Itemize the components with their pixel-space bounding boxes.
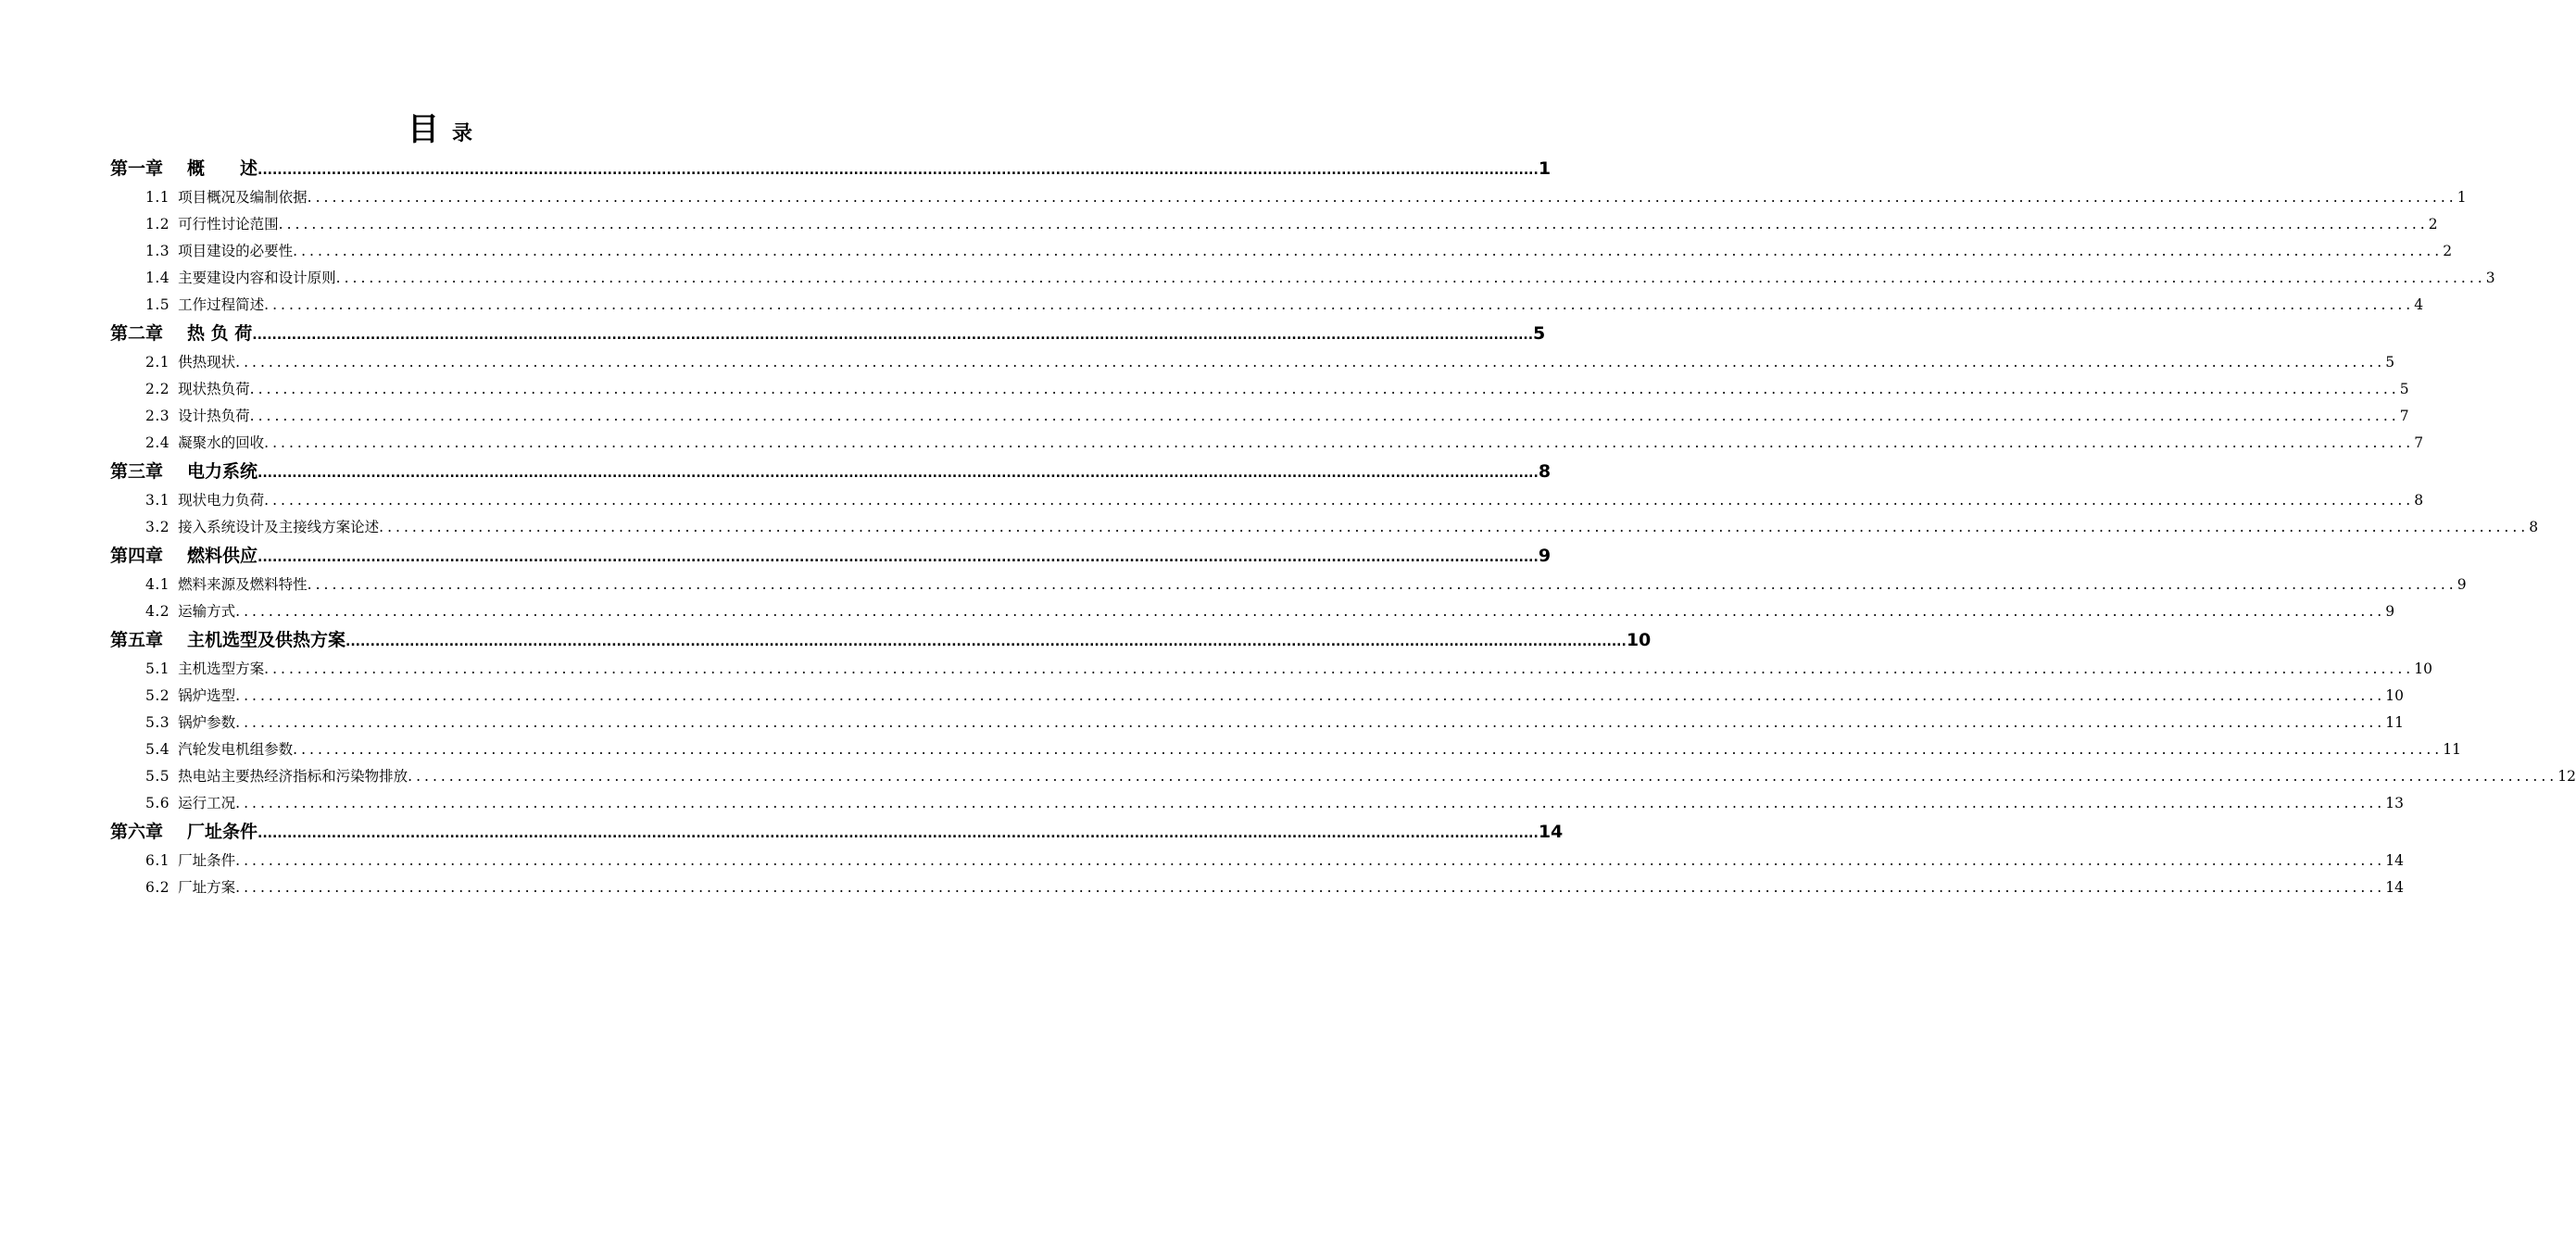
page-number: 9 (2457, 576, 2467, 593)
section-title: 锅炉选型 (178, 687, 236, 704)
page-number: 14 (1538, 822, 1564, 842)
page-number: 13 (2385, 795, 2404, 811)
toc-section-entry[interactable] (110, 487, 2424, 514)
chapter-title: 概 述 (187, 158, 258, 179)
section-number: 6.2 (145, 879, 170, 896)
toc-section-entry[interactable] (110, 656, 2432, 683)
section-number: 5.3 (145, 714, 170, 731)
dot-leader: .................................................................................................................................................................................................................................................................... (249, 408, 2400, 424)
section-title: 运行工况 (178, 795, 236, 811)
page-number: 7 (2399, 408, 2409, 424)
chapter-number: 第二章 (110, 323, 164, 344)
section-title: 项目建设的必要性 (178, 243, 294, 259)
table-of-contents (110, 154, 2576, 901)
chapter-number: 第四章 (110, 546, 164, 566)
toc-chapter-entry[interactable] (110, 154, 1552, 184)
dot-leader: .................................................................................................................................................................................................................................................................... (307, 576, 2457, 593)
toc-title-sub: 录 (451, 121, 472, 145)
dot-leader: .................................................................................................................................................................................................................................................................... (235, 795, 2386, 811)
section-title: 现状电力负荷 (178, 492, 265, 509)
page-number: 4 (2414, 296, 2424, 313)
section-title: 现状热负荷 (178, 381, 250, 397)
toc-title (0, 104, 880, 149)
section-number: 2.3 (145, 408, 170, 424)
section-number: 6.1 (145, 852, 170, 869)
toc-section-entry[interactable] (110, 238, 2453, 265)
page-number: 5 (2399, 381, 2409, 397)
section-number: 2.4 (145, 434, 170, 451)
page-number: 2 (2443, 243, 2453, 259)
page-number: 1 (2457, 189, 2467, 206)
dot-leader: .................................................................................................................................................................................................................................................................... (264, 492, 2415, 509)
dot-leader: .................................................................................................................................................................................................................................................................... (258, 466, 1539, 481)
toc-section-entry[interactable] (110, 265, 2495, 292)
toc-section-entry[interactable] (110, 763, 2576, 790)
section-number: 5.2 (145, 687, 170, 704)
page-number: 9 (2385, 603, 2395, 620)
section-title: 可行性讨论范围 (178, 216, 279, 233)
dot-leader: .................................................................................................................................................................................................................................................................... (335, 270, 2486, 286)
section-title: 设计热负荷 (178, 408, 250, 424)
toc-section-entry[interactable] (110, 710, 2404, 736)
chapter-title: 热 负 荷 (187, 323, 253, 344)
section-number: 5.6 (145, 795, 170, 811)
section-title: 主要建设内容和设计原则 (178, 270, 336, 286)
section-title: 锅炉参数 (178, 714, 236, 731)
dot-leader: .................................................................................................................................................................................................................................................................... (235, 687, 2386, 704)
section-number: 2.2 (145, 381, 170, 397)
dot-leader: .................................................................................................................................................................................................................................................................... (235, 354, 2386, 371)
page-number: 2 (2428, 216, 2438, 233)
section-title: 主机选型方案 (178, 660, 265, 677)
page-number: 5 (1533, 323, 1546, 344)
section-number: 2.1 (145, 354, 170, 371)
section-title: 接入系统设计及主接线方案论述 (178, 519, 380, 535)
chapter-title: 燃料供应 (187, 546, 258, 566)
page-number: 8 (2414, 492, 2424, 509)
dot-leader: .................................................................................................................................................................................................................................................................... (258, 550, 1539, 565)
page-number: 3 (2485, 270, 2495, 286)
toc-section-entry[interactable] (110, 514, 2539, 541)
page-number: 14 (2385, 879, 2404, 896)
dot-leader: .................................................................................................................................................................................................................................................................... (307, 189, 2457, 206)
page-number: 5 (2385, 354, 2395, 371)
toc-title-main: 目 (407, 111, 439, 148)
section-title: 厂址条件 (178, 852, 236, 869)
section-number: 4.1 (145, 576, 170, 593)
toc-section-entry[interactable] (110, 683, 2404, 710)
toc-section-entry[interactable] (110, 349, 2395, 376)
toc-section-entry[interactable] (110, 292, 2424, 319)
toc-section-entry[interactable] (110, 598, 2395, 625)
dot-leader: .................................................................................................................................................................................................................................................................... (264, 660, 2415, 677)
page-number: 14 (2385, 852, 2404, 869)
dot-leader: .................................................................................................................................................................................................................................................................... (346, 635, 1627, 649)
dot-leader: .................................................................................................................................................................................................................................................................... (278, 216, 2429, 233)
page-number: 9 (1538, 546, 1552, 566)
toc-section-entry[interactable] (110, 874, 2404, 901)
section-number: 5.5 (145, 768, 170, 785)
section-number: 1.1 (145, 189, 170, 206)
section-number: 1.4 (145, 270, 170, 286)
section-title: 汽轮发电机组参数 (178, 741, 294, 758)
dot-leader: .................................................................................................................................................................................................................................................................... (264, 434, 2415, 451)
section-number: 5.4 (145, 741, 170, 758)
toc-chapter-entry[interactable] (110, 319, 1546, 349)
page-number: 10 (2414, 660, 2432, 677)
section-number: 3.1 (145, 492, 170, 509)
dot-leader: .................................................................................................................................................................................................................................................................... (258, 826, 1539, 841)
dot-leader: .................................................................................................................................................................................................................................................................... (235, 852, 2386, 869)
dot-leader: .................................................................................................................................................................................................................................................................... (235, 603, 2386, 620)
page-number: 11 (2385, 714, 2404, 731)
section-title: 厂址方案 (178, 879, 236, 896)
section-number: 1.2 (145, 216, 170, 233)
toc-section-entry[interactable] (110, 790, 2404, 817)
section-number: 3.2 (145, 519, 170, 535)
toc-section-entry[interactable] (110, 572, 2467, 598)
section-number: 5.1 (145, 660, 170, 677)
chapter-number: 第三章 (110, 461, 164, 482)
section-title: 凝聚水的回收 (178, 434, 265, 451)
toc-section-entry[interactable] (110, 184, 2467, 211)
chapter-number: 第一章 (110, 158, 164, 179)
page-number: 1 (1538, 158, 1552, 179)
toc-chapter-entry[interactable] (110, 457, 1552, 487)
toc-chapter-entry[interactable] (110, 541, 1552, 572)
page-number: 10 (2385, 687, 2404, 704)
page-number: 10 (1626, 630, 1652, 650)
section-title: 燃料来源及燃料特性 (178, 576, 308, 593)
section-title: 热电站主要热经济指标和污染物排放 (178, 768, 408, 785)
dot-leader: .................................................................................................................................................................................................................................................................... (252, 328, 1534, 343)
toc-section-entry[interactable] (110, 430, 2424, 457)
toc-section-entry[interactable] (110, 403, 2409, 430)
toc-chapter-entry[interactable] (110, 625, 1652, 656)
toc-section-entry[interactable] (110, 211, 2438, 238)
dot-leader: .................................................................................................................................................................................................................................................................... (264, 296, 2415, 313)
dot-leader: .................................................................................................................................................................................................................................................................... (379, 519, 2530, 535)
dot-leader: .................................................................................................................................................................................................................................................................... (258, 163, 1539, 178)
section-number: 4.2 (145, 603, 170, 620)
section-number: 1.5 (145, 296, 170, 313)
page-number: 11 (2443, 741, 2461, 758)
chapter-title: 主机选型及供热方案 (187, 630, 346, 650)
chapter-number: 第六章 (110, 822, 164, 842)
dot-leader: .................................................................................................................................................................................................................................................................... (293, 741, 2444, 758)
toc-section-entry[interactable] (110, 848, 2404, 874)
dot-leader: .................................................................................................................................................................................................................................................................... (293, 243, 2444, 259)
section-title: 运输方式 (178, 603, 236, 620)
dot-leader: .................................................................................................................................................................................................................................................................... (408, 768, 2558, 785)
page-number: 7 (2414, 434, 2424, 451)
toc-section-entry[interactable] (110, 376, 2409, 403)
page-number: 12 (2557, 768, 2576, 785)
dot-leader: .................................................................................................................................................................................................................................................................... (235, 879, 2386, 896)
dot-leader: .................................................................................................................................................................................................................................................................... (235, 714, 2386, 731)
chapter-title: 电力系统 (187, 461, 258, 482)
chapter-title: 厂址条件 (187, 822, 258, 842)
dot-leader: .................................................................................................................................................................................................................................................................... (249, 381, 2400, 397)
chapter-number: 第五章 (110, 630, 164, 650)
section-title: 项目概况及编制依据 (178, 189, 308, 206)
section-number: 1.3 (145, 243, 170, 259)
section-title: 工作过程简述 (178, 296, 265, 313)
page-number: 8 (2529, 519, 2539, 535)
toc-chapter-entry[interactable] (110, 817, 1564, 848)
toc-section-entry[interactable] (110, 736, 2461, 763)
page-number: 8 (1538, 461, 1552, 482)
section-title: 供热现状 (178, 354, 236, 371)
